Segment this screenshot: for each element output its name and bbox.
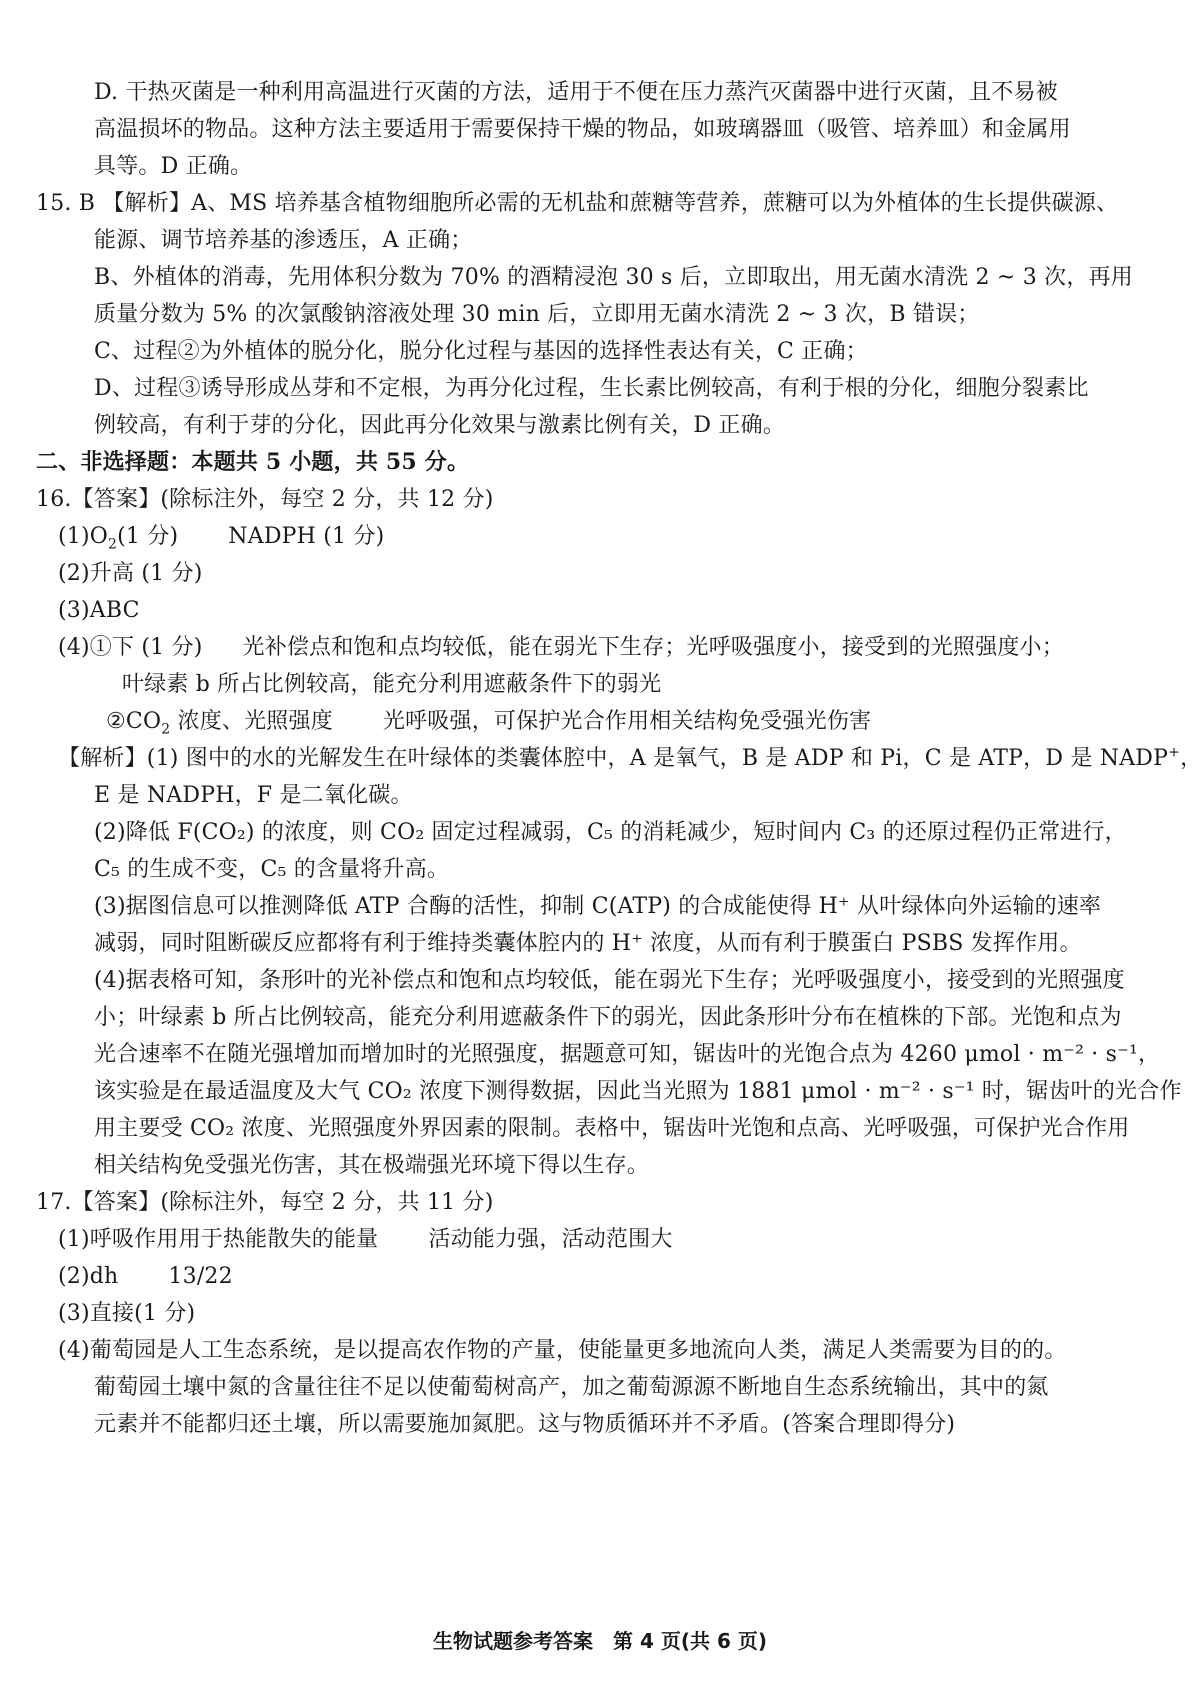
q15-line-3: B、外植体的消毒，先用体积分数为 70% 的酒精浸泡 30 s 后，立即取出，用无菌水清洗 2 ~ 3 次，再用: [94, 265, 1133, 290]
q14-d-line-1: D. 干热灭菌是一种利用高温进行灭菌的方法，适用于不便在压力蒸汽灭菌器中进行灭菌，且不易被: [94, 80, 1058, 105]
q17-answer-1: [36, 1221, 1160, 1258]
section-heading: 二、非选择题：本题共 5 小题，共 55 分。: [36, 449, 470, 475]
q17-answer-2: [36, 1258, 1160, 1295]
q17-answer-header: 17.【答案】(除标注外，每空 2 分，共 11 分): [36, 1190, 494, 1215]
q16-answer-4: [36, 629, 1160, 666]
q16-explanation-1b: E 是 NADPH，F 是二氧化碳。: [94, 783, 413, 808]
q14-d-line-3: 具等。D 正确。: [94, 154, 253, 179]
q16-answer-header: 16.【答案】(除标注外，每空 2 分，共 12 分): [36, 487, 494, 512]
q17-answer-4c: 元素并不能都归还土壤，所以需要施加氮肥。这与物质循环并不矛盾。(答案合理即得分): [94, 1412, 956, 1437]
q16-explanation-3a: (3)据图信息可以推测降低 ATP 合酶的活性，抑制 C(ATP) 的合成能使得 H⁺ 从叶绿体向外运输的速率: [94, 894, 1102, 919]
q16-answer-4-d-pre: ②CO: [106, 709, 162, 734]
q17-answer-1-a: (1)呼吸作用用于热能散失的能量: [58, 1227, 379, 1252]
q16-answer-2: (2)升高 (1 分): [58, 561, 203, 586]
q16-explanation-4a: (4)据表格可知，条形叶的光补偿点和饱和点均较低，能在弱光下生存；光呼吸强度小，接受到的光照强度: [94, 968, 1125, 993]
q17-answer-4b: 葡萄园土壤中氮的含量往往不足以使葡萄树高产，加之葡萄源源不断地自生态系统输出，其中的氮: [94, 1375, 1049, 1400]
q16-explanation-1a: [36, 740, 1202, 777]
q16-answer-4-d-b: 光呼吸强，可保护光合作用相关结构免受强光伤害: [382, 709, 872, 734]
q16-answer-1-prefix: (1)O: [58, 524, 108, 549]
q15-line-5: C、过程②为外植体的脱分化，脱分化过程与基因的选择性表达有关，C 正确；: [94, 339, 868, 364]
q16-answer-4-d: [36, 703, 1160, 740]
q17-answer-4a: (4)葡萄园是人工生态系统，是以提高农作物的产量，使能量更多地流向人类，满足人类需要为目的的。: [58, 1338, 1067, 1363]
q16-explanation-4b: 小；叶绿素 b 所占比例较高，能充分利用遮蔽条件下的弱光，因此条形叶分布在植株的下部。光饱和点为: [94, 1005, 1122, 1030]
q16-answer-4-d-sub: 2: [161, 721, 171, 738]
q16-explanation-1a-sup: +: [1168, 744, 1181, 761]
q16-explanation-1a-text: 【解析】(1) 图中的水的光解发生在叶绿体的类囊体腔中，A 是氧气，B 是 ADP 和 Pi，C 是 ATP，D 是 NADP: [58, 746, 1169, 771]
page-footer: 生物试题参考答案 第 4 页(共 6 页): [433, 1629, 767, 1653]
q16-explanation-2b: C₅ 的生成不变，C₅ 的含量将升高。: [94, 857, 450, 882]
q16-answer-4-b: 光补偿点和饱和点均较低，能在弱光下生存；光呼吸强度小，接受到的光照强度小；: [242, 635, 1064, 660]
q16-explanation-4d: 该实验是在最适温度及大气 CO₂ 浓度下测得数据，因此当光照为 1881 μmol · m⁻² · s⁻¹ 时，锯齿叶的光合作: [94, 1079, 1182, 1104]
q16-answer-1-sub: 2: [108, 536, 118, 553]
q15-line-2: 能源、调节培养基的渗透压，A 正确；: [94, 228, 473, 253]
q15-line-1: 15. B 【解析】A、MS 培养基含植物细胞所必需的无机盐和蔗糖等营养，蔗糖可以为外植体的生长提供碳源、: [36, 191, 1119, 216]
q16-answer-3: (3)ABC: [58, 598, 140, 623]
q16-answer-4-a: (4)①下 (1 分): [58, 635, 203, 660]
q15-line-7: 例较高，有利于芽的分化，因此再分化效果与激素比例有关，D 正确。: [94, 413, 786, 438]
q17-answer-2-a: (2)dh: [58, 1264, 119, 1289]
q15-line-6: D、过程③诱导形成丛芽和不定根，为再分化过程，生长素比例较高，有利于根的分化，细胞分裂素比: [94, 376, 1089, 401]
q16-explanation-4e: 用主要受 CO₂ 浓度、光照强度外界因素的限制。表格中，锯齿叶光饱和点高、光呼吸强，可保护光合作用: [94, 1116, 1130, 1141]
q16-answer-1-rest: (1 分): [117, 524, 179, 549]
q16-explanation-1a-tail: ，: [1180, 746, 1202, 771]
q17-answer-3: (3)直接(1 分): [58, 1301, 196, 1326]
q16-answer-1-b: NADPH (1 分): [228, 524, 385, 549]
q16-explanation-4c: 光合速率不在随光强增加而增加时的光照强度，据题意可知，锯齿叶的光饱合点为 4260 μmol · m⁻² · s⁻¹，: [94, 1042, 1161, 1067]
q16-answer-1: [36, 518, 1160, 555]
q17-answer-1-b: 活动能力强，活动范围大: [428, 1227, 673, 1252]
q16-answer-4-c: 叶绿素 b 所占比例较高，能充分利用遮蔽条件下的弱光: [122, 672, 662, 697]
q14-d-line-2: 高温损坏的物品。这种方法主要适用于需要保持干燥的物品，如玻璃器皿（吸管、培养皿）和金属用: [94, 117, 1071, 142]
q15-line-4: 质量分数为 5% 的次氯酸钠溶液处理 30 min 后，立即用无菌水清洗 2 ~ 3 次，B 错误；: [94, 302, 980, 327]
q17-answer-2-b: 13/22: [168, 1264, 233, 1289]
q16-explanation-3b: 减弱，同时阻断碳反应都将有利于维持类囊体腔内的 H⁺ 浓度，从而有利于膜蛋白 PSBS 发挥作用。: [94, 931, 1082, 956]
q16-answer-4-d-rest: 浓度、光照强度: [170, 709, 333, 734]
q16-explanation-4f: 相关结构免受强光伤害，其在极端强光环境下得以生存。: [94, 1153, 650, 1178]
q16-explanation-2a: (2)降低 F(CO₂) 的浓度，则 CO₂ 固定过程减弱，C₅ 的消耗减少，短时间内 C₃ 的还原过程仍正常进行，: [94, 820, 1127, 845]
